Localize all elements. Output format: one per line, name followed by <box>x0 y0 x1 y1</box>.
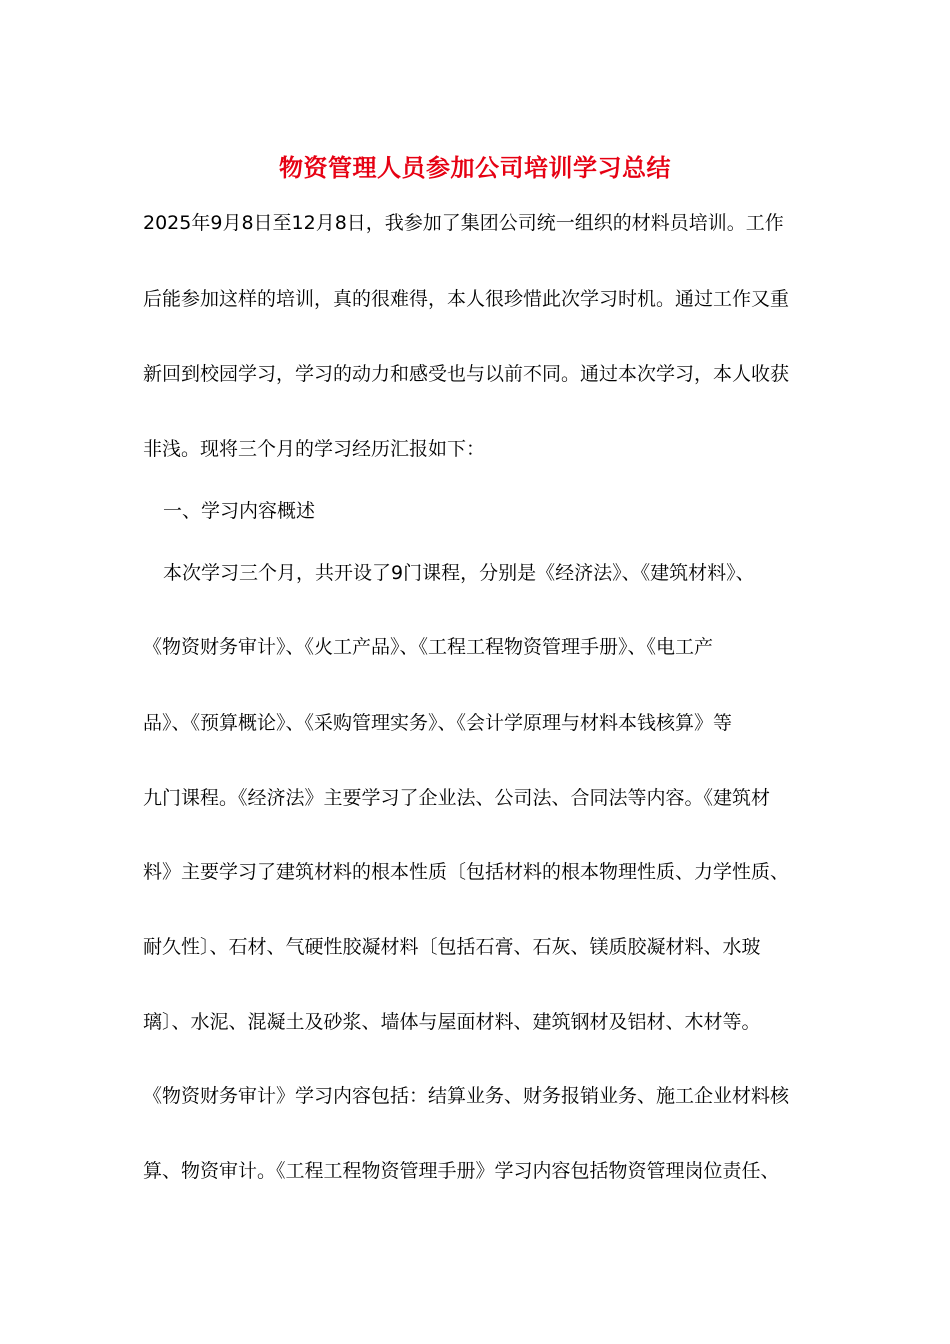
section-heading: 一、学习内容概述 <box>163 500 316 522</box>
paragraph-line-5: 本次学习三个月，共开设了9门课程，分别是《经济法》、《建筑材料》、 <box>163 562 755 584</box>
paragraph-line-1: 2025年9月8日至12月8日，我参加了集团公司统一组织的材料员培训。工作 <box>143 212 784 234</box>
paragraph-line-13: 算、物资审计。《工程工程物资管理手册》学习内容包括物资管理岗位责任、 <box>143 1160 780 1182</box>
paragraph-line-12: 《物资财务审计》学习内容包括：结算业务、财务报销业务、施工企业材料核 <box>143 1085 790 1107</box>
paragraph-line-8: 九门课程。《经济法》主要学习了企业法、公司法、合同法等内容。《建筑材 <box>143 787 771 809</box>
paragraph-line-6: 《物资财务审计》、《火工产品》、《工程工程物资管理手册》、《电工产 <box>143 636 714 658</box>
paragraph-line-9: 料》主要学习了建筑材料的根本性质〔包括材料的根本物理性质、力学性质、 <box>143 861 790 883</box>
paragraph-line-7: 品》、《预算概论》、《采购管理实务》、《会计学原理与材料本钱核算》等 <box>143 712 733 734</box>
paragraph-line-3: 新回到校园学习，学习的动力和感受也与以前不同。通过本次学习，本人收获 <box>143 363 790 385</box>
paragraph-line-4: 非浅。现将三个月的学习经历汇报如下： <box>143 438 486 460</box>
paragraph-line-2: 后能参加这样的培训，真的很难得，本人很珍惜此次学习时机。通过工作又重 <box>143 288 790 310</box>
paragraph-line-10: 耐久性〕、石材、气硬性胶凝材料〔包括石膏、石灰、镁质胶凝材料、水玻 <box>143 936 761 958</box>
paragraph-line-11: 璃〕、水泥、混凝土及砂浆、墙体与屋面材料、建筑钢材及铝材、木材等。 <box>143 1011 761 1033</box>
document-title: 物资管理人员参加公司培训学习总结 <box>279 153 671 182</box>
